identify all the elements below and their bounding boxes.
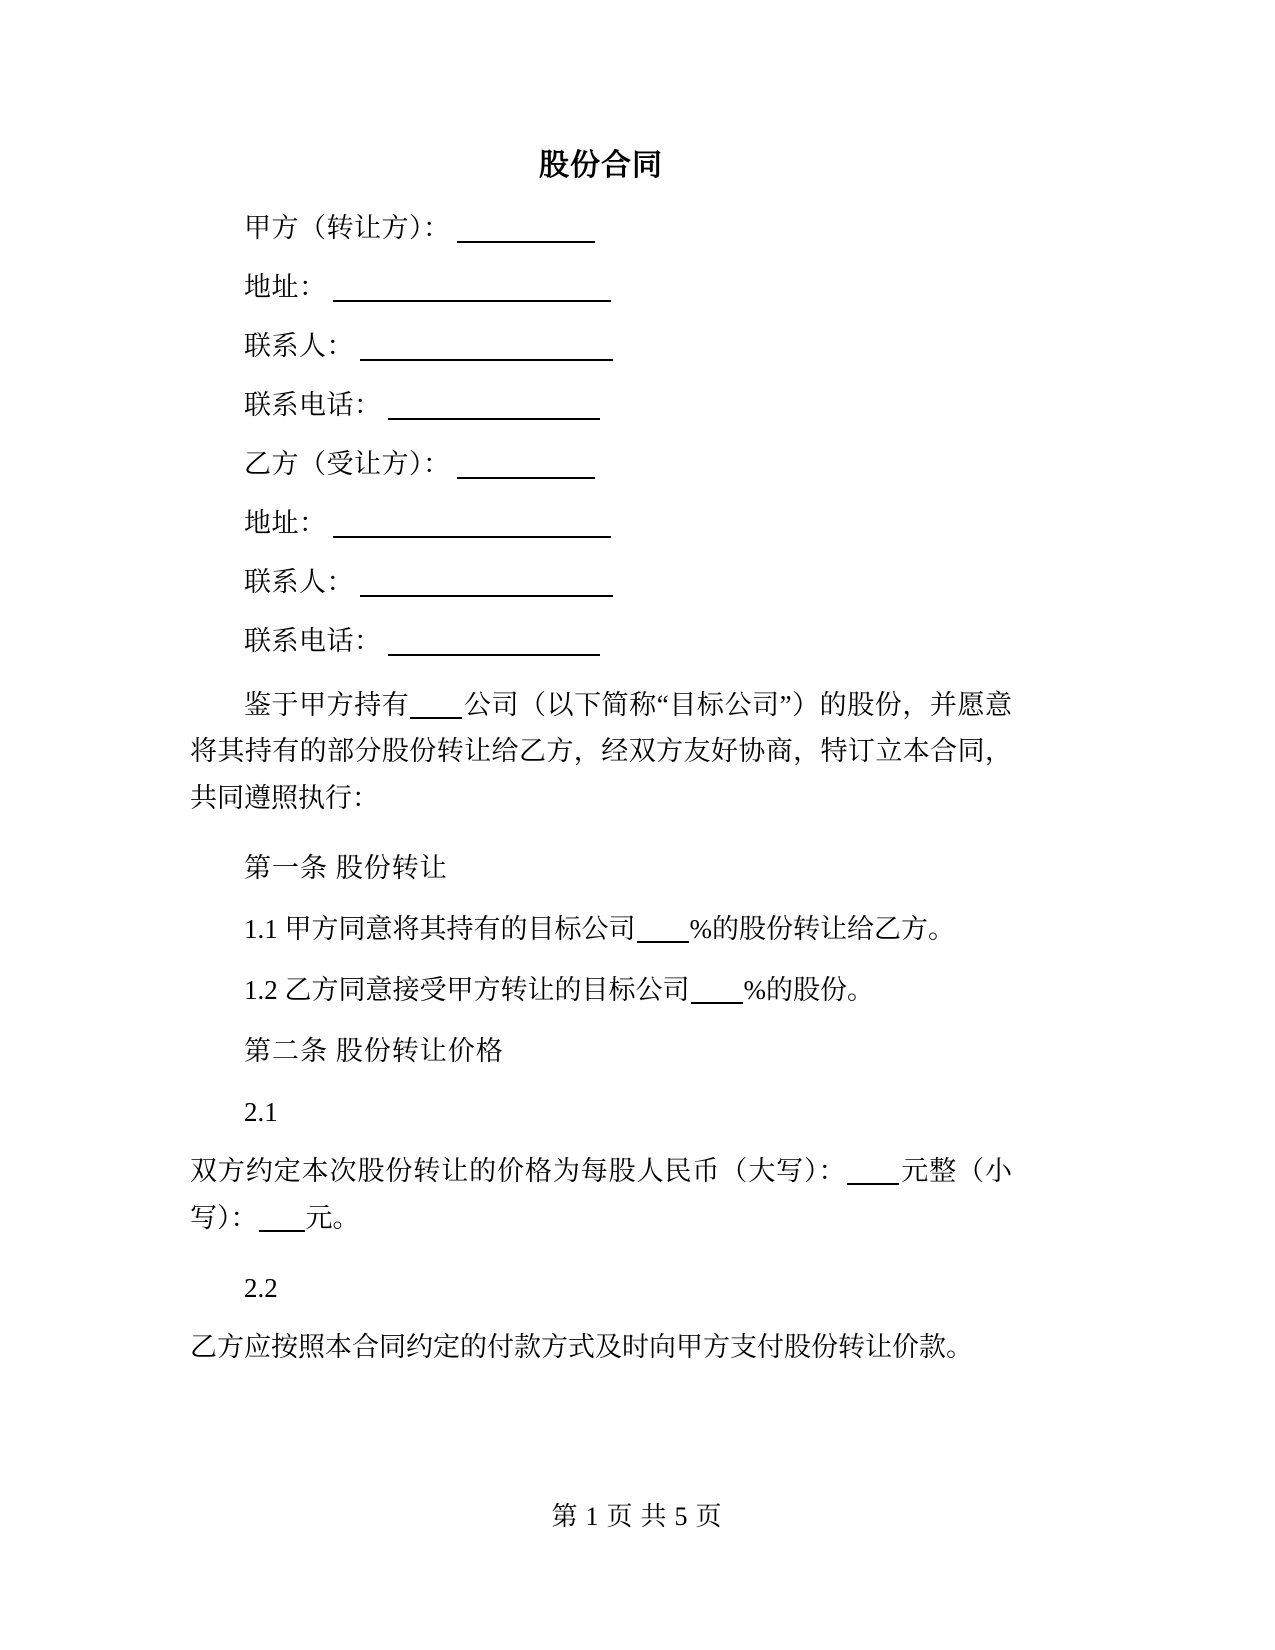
party-field-label: 联系人： — [244, 331, 354, 361]
fill-in-rule[interactable] — [333, 300, 611, 302]
fill-in-rule[interactable] — [457, 241, 595, 243]
recital-text-part2: 公司（以下简称“目标公司”）的股份，并愿意将其持有的部分股份转让给乙方，经双方友好协商，特订立本合同，共同遵照执行： — [190, 690, 1013, 813]
party-field-label: 地址： — [244, 508, 327, 538]
party-field-label: 地址： — [244, 272, 327, 302]
party-field-party-a-name — [190, 184, 1012, 243]
party-field-party-b-address — [190, 479, 1012, 538]
clause-2-2-text: 乙方应按照本合同约定的付款方式及时向甲方支付股份转让价款。 — [190, 1332, 973, 1363]
fill-in-blank[interactable] — [410, 717, 462, 719]
page-footer — [0, 1496, 1275, 1533]
clause-2-2-number: 2.2 — [244, 1273, 278, 1304]
clause-1-1 — [190, 882, 1012, 943]
fill-in-blank[interactable] — [637, 941, 689, 943]
party-field-label: 甲方（转让方）： — [244, 213, 451, 243]
clause-2-1-number: 2.1 — [244, 1097, 278, 1128]
clause-2-1-text — [190, 1126, 1012, 1241]
clause-1-2-part1: 1.2 乙方同意接受甲方转让的目标公司 — [244, 975, 690, 1006]
clause-1-1-part1: 1.1 甲方同意将其持有的目标公司 — [244, 914, 636, 945]
fill-in-rule[interactable] — [360, 595, 613, 597]
clause-1-2 — [190, 943, 1012, 1004]
party-field-label: 联系电话： — [244, 626, 382, 656]
clause-2-1-part2: 元整（小写）： — [190, 1156, 1013, 1233]
fill-in-blank[interactable] — [259, 1230, 305, 1232]
party-field-label: 联系电话： — [244, 390, 382, 420]
footer-current-page: 1 — [585, 1502, 601, 1531]
clause-2-1-part1: 双方约定本次股份转让的价格为每股人民币（大写）： — [190, 1156, 847, 1187]
article-2-heading: 第二条 股份转让价格 — [244, 1036, 504, 1067]
footer-page-word: 页 — [606, 1502, 635, 1531]
recital-text-part1: 鉴于甲方持有 — [244, 690, 410, 720]
party-field-party-a-address — [190, 243, 1012, 302]
recital-paragraph — [190, 656, 1012, 821]
fill-in-blank[interactable] — [847, 1183, 899, 1185]
party-field-party-b-contact — [190, 538, 1012, 597]
fill-in-rule[interactable] — [388, 418, 600, 420]
party-field-party-a-contact — [190, 302, 1012, 361]
fill-in-rule[interactable] — [388, 654, 600, 656]
party-field-label: 乙方（受让方）： — [244, 449, 451, 479]
party-field-party-b-phone — [190, 597, 1012, 656]
fill-in-rule[interactable] — [333, 536, 611, 538]
clause-2-1-part3: 元。 — [305, 1202, 360, 1233]
party-field-party-a-phone — [190, 361, 1012, 420]
page-title: 股份合同 — [539, 149, 663, 182]
fill-in-blank[interactable] — [691, 1002, 743, 1004]
fill-in-rule[interactable] — [457, 477, 595, 479]
party-field-label: 联系人： — [244, 567, 354, 597]
party-field-party-b-name — [190, 420, 1012, 479]
footer-total-pages: 5 — [674, 1502, 690, 1531]
footer-page-word-2: 页 — [695, 1502, 724, 1531]
clause-1-2-part2: %的股份。 — [743, 975, 874, 1006]
footer-of-word: 共 — [640, 1502, 669, 1531]
article-1-heading: 第一条 股份转让 — [244, 853, 448, 884]
clause-1-1-part2: %的股份转让给乙方。 — [689, 914, 955, 945]
fill-in-rule[interactable] — [360, 359, 613, 361]
footer-prefix: 第 — [551, 1502, 580, 1531]
document-body — [190, 0, 1012, 1371]
